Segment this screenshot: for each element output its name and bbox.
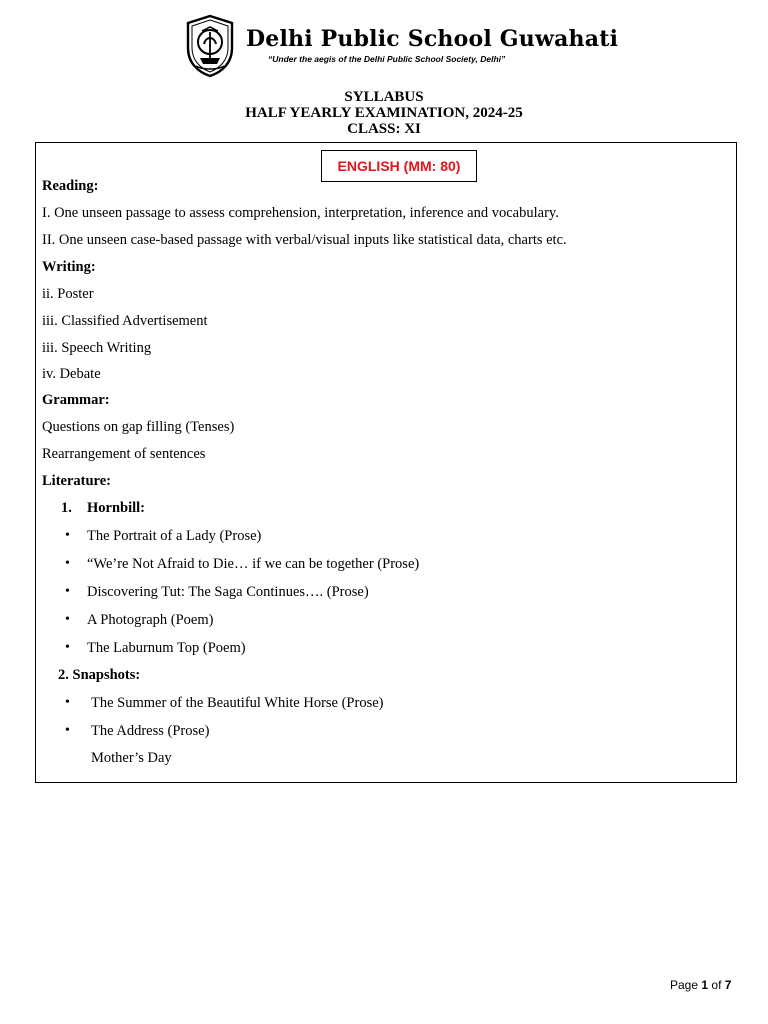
hornbill-item-3: Discovering Tut: The Saga Continues…. (Prose): [87, 584, 369, 600]
page-label: Page: [670, 978, 699, 992]
snapshots-item-2: The Address (Prose): [91, 723, 210, 739]
writing-heading: Writing:: [42, 259, 96, 275]
total-pages: 7: [724, 978, 732, 992]
school-tagline: “Under the aegis of the Delhi Public School Society, Delhi”: [268, 54, 506, 64]
bullet-icon: •: [65, 556, 70, 571]
snapshots-heading: 2. Snapshots:: [58, 667, 141, 683]
literature-heading: Literature:: [42, 473, 111, 489]
title-syllabus: SYLLABUS: [344, 89, 424, 105]
snapshots-item-1: The Summer of the Beautiful White Horse (Prose): [91, 695, 384, 711]
title-class: CLASS: XI: [347, 121, 421, 137]
school-name: Delhi Public School Guwahati: [246, 26, 619, 52]
document-titles: [0, 89, 768, 137]
hornbill-item-1: The Portrait of a Lady (Prose): [87, 528, 262, 544]
hornbill-heading: Hornbill:: [87, 500, 146, 516]
bullet-icon: •: [65, 584, 70, 599]
writing-item-speech: iii. Speech Writing: [42, 340, 152, 356]
bullet-icon: •: [65, 695, 70, 710]
bullet-icon: •: [65, 723, 70, 738]
hornbill-item-5: The Laburnum Top (Poem): [87, 640, 246, 656]
hornbill-number: 1.: [61, 500, 72, 516]
current-page: 1: [701, 978, 709, 992]
syllabus-content-box: [35, 142, 737, 783]
letterhead: [0, 14, 768, 80]
bullet-icon: •: [65, 612, 70, 627]
reading-heading: Reading:: [42, 178, 99, 194]
subject-heading: ENGLISH (MM: 80): [321, 150, 477, 182]
grammar-item-2: Rearrangement of sentences: [42, 446, 206, 462]
of-label: of: [711, 978, 722, 992]
reading-item-2: II. One unseen case-based passage with verbal/visual inputs like statistical data, charts etc.: [42, 232, 567, 248]
school-crest-logo: [182, 14, 238, 78]
writing-item-debate: iv. Debate: [42, 366, 101, 382]
page-number: [670, 978, 731, 992]
grammar-heading: Grammar:: [42, 392, 110, 408]
grammar-item-1: Questions on gap filling (Tenses): [42, 419, 235, 435]
bullet-icon: •: [65, 640, 70, 655]
hornbill-item-2: “We’re Not Afraid to Die… if we can be together (Prose): [87, 556, 420, 572]
title-examination: HALF YEARLY EXAMINATION, 2024-25: [245, 105, 523, 121]
reading-item-1: I. One unseen passage to assess comprehension, interpretation, inference and vocabulary.: [42, 205, 559, 221]
writing-item-classified: iii. Classified Advertisement: [42, 313, 208, 329]
hornbill-item-4: A Photograph (Poem): [87, 612, 214, 628]
writing-item-poster: ii. Poster: [42, 286, 94, 302]
snapshots-item-3: Mother’s Day: [91, 750, 172, 766]
bullet-icon: •: [65, 528, 70, 543]
